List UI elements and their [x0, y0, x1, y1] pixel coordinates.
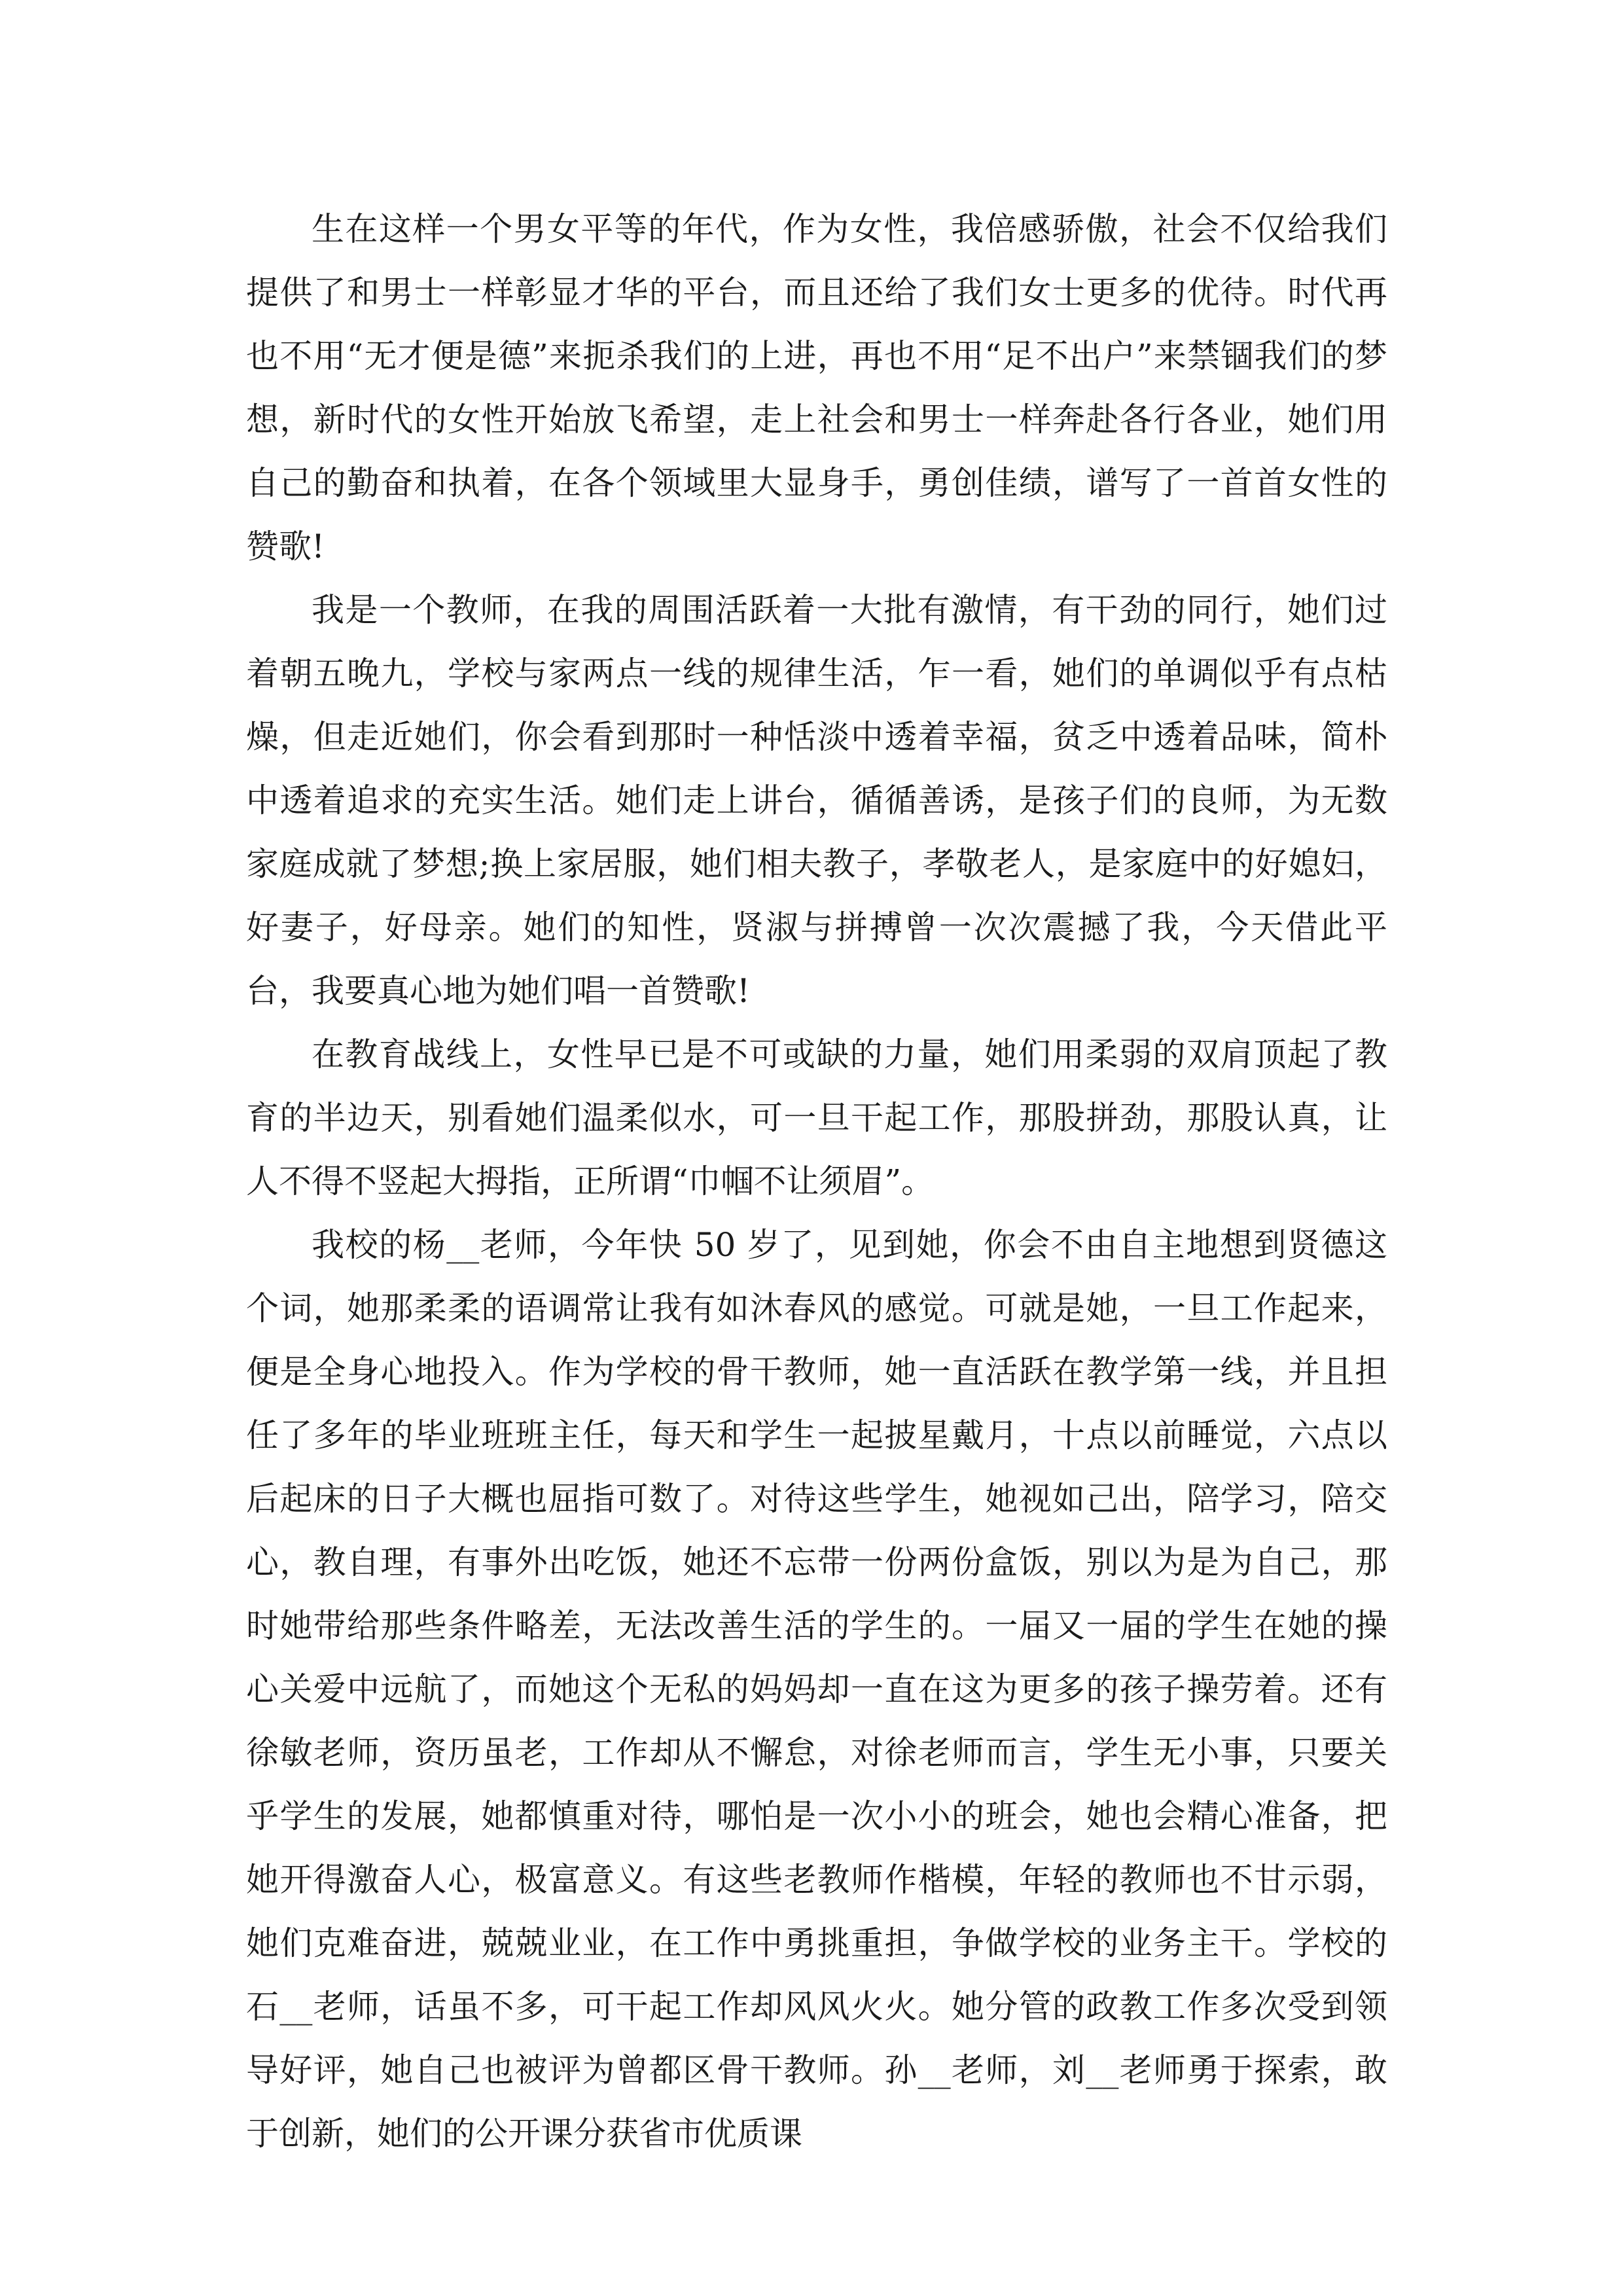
- paragraph-1: 生在这样一个男女平等的年代，作为女性，我倍感骄傲，社会不仅给我们提供了和男士一样彰显才华的平台，而且还给了我们女士更多的优待。时代再也不用“无才便是德”来扼杀我们的上进，再也不用“足不出户”来禁锢我们的梦想，新时代的女性开始放飞希望，走上社会和男士一样奔赴各行各业，她们用自己的勤奋和执着，在各个领域里大显身手，勇创佳绩，谱写了一首首女性的赞歌!: [246, 210, 1387, 565]
- document-body: [246, 198, 1387, 2166]
- paragraph-3: 在教育战线上，女性早已是不可或缺的力量，她们用柔弱的双肩顶起了教育的半边天，别看她们温柔似水，可一旦干起工作，那股拼劲，那股认真，让人不得不竖起大拇指，正所谓“巾帼不让须眉”。: [246, 1035, 1387, 1200]
- paragraph-4: 我校的杨__老师，今年快 50 岁了，见到她，你会不由自主地想到贤德这个词，她那柔柔的语调常让我有如沐春风的感觉。可就是她，一旦工作起来，便是全身心地投入。作为学校的骨干教师，她一直活跃在教学第一线，并且担任了多年的毕业班班主任，每天和学生一起披星戴月，十点以前睡觉，六点以后起床的日子大概也屈指可数了。对待这些学生，她视如己出，陪学习，陪交心，教自理，有事外出吃饭，她还不忘带一份两份盒饭，别以为是为自己，那时她带给那些条件略差，无法改善生活的学生的。一届又一届的学生在她的操心关爱中远航了，而她这个无私的妈妈却一直在这为更多的孩子操劳着。还有徐敏老师，资历虽老，工作却从不懈怠，对徐老师而言，学生无小事，只要关乎学生的发展，她都慎重对待，哪怕是一次小小的班会，她也会精心准备，把她开得激奋人心，极富意义。有这些老教师作楷模，年轻的教师也不甘示弱，她们克难奋进，兢兢业业，在工作中勇挑重担，争做学校的业务主干。学校的石__老师，话虽不多，可干起工作却风风火火。她分管的政教工作多次受到领导好评，她自己也被评为曾都区骨干教师。孙__老师，刘__老师勇于探索，敢于创新，她们的公开课分获省市优质课: [246, 1226, 1387, 2153]
- paragraph-2: 我是一个教师，在我的周围活跃着一大批有激情，有干劲的同行，她们过着朝五晚九，学校与家两点一线的规律生活，乍一看，她们的单调似乎有点枯燥，但走近她们，你会看到那时一种恬淡中透着幸福，贫乏中透着品味，简朴中透着追求的充实生活。她们走上讲台，循循善诱，是孩子们的良师，为无数家庭成就了梦想;换上家居服，她们相夫教子，孝敬老人，是家庭中的好媳妇，好妻子，好母亲。她们的知性，贤淑与拼搏曾一次次震撼了我，今天借此平台，我要真心地为她们唱一首赞歌!: [246, 591, 1387, 1010]
